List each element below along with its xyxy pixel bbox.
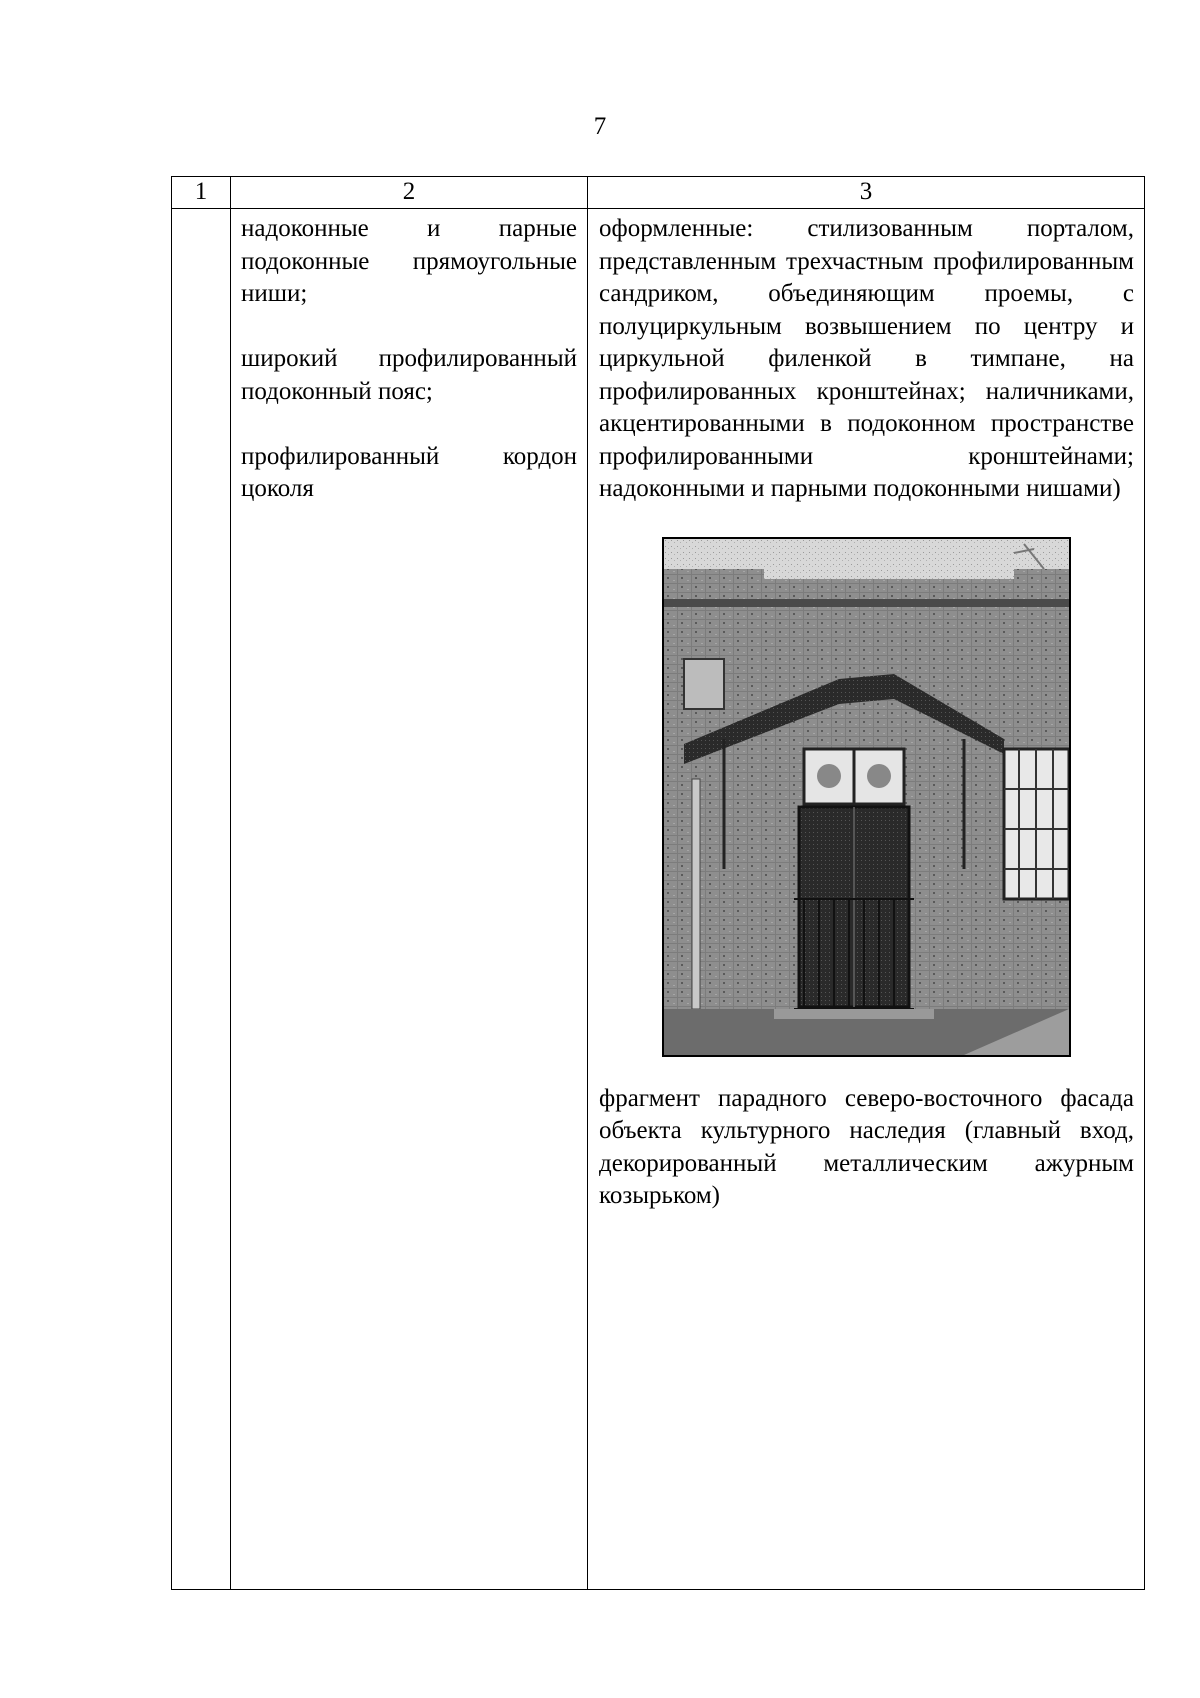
col2-item-1: надоконные и парные подоконные прямоугольные ниши; xyxy=(241,215,577,307)
header-cell-3: 3 xyxy=(588,177,1145,209)
cell-col3 xyxy=(588,209,1145,1590)
header-cell-2: 2 xyxy=(231,177,588,209)
facade-photo-image xyxy=(664,539,1069,1055)
col3-text: оформленные: стилизованным порталом, представленным трехчастным профилированным сандриком, объединяющим проемы, с полуциркульным возвышением по центру и циркульной филенкой в тимпане, на профилированных кронштейнах; наличниками, акцентированными в подоконном пространстве профилированными кронштейнами; надоконными и парными подоконными нишами) xyxy=(599,215,1134,502)
facade-photo xyxy=(662,537,1071,1057)
table-row xyxy=(172,209,1145,1590)
col2-item-2: широкий профилированный подоконный пояс; xyxy=(241,345,577,405)
col2-item-3: профилированный кордон цоколя xyxy=(241,442,577,502)
table-header-row xyxy=(172,177,1145,209)
page-number: 7 xyxy=(593,113,607,140)
photo-caption: фрагмент парадного северо-восточного фасада объекта культурного наследия (главный вход, декорированный металлическим ажурным козырьком) xyxy=(599,1084,1134,1209)
header-cell-1: 1 xyxy=(172,177,231,209)
document-table xyxy=(171,176,1145,1590)
cell-col2 xyxy=(231,209,588,1590)
cell-col1 xyxy=(172,209,231,1590)
